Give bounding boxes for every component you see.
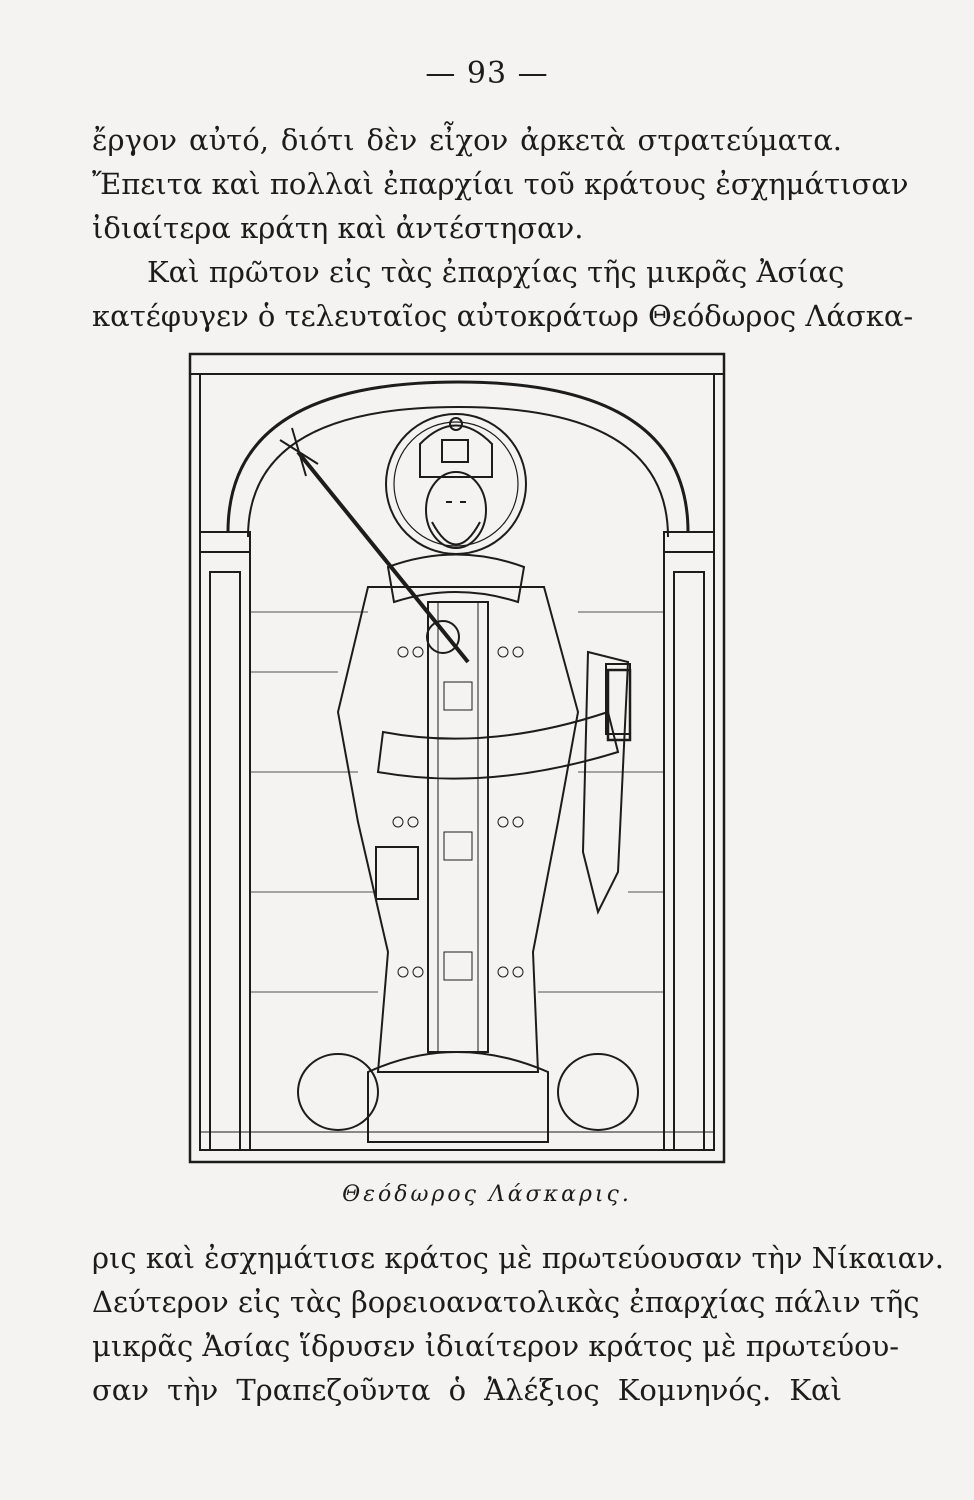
emperor-engraving <box>188 352 726 1164</box>
eagle-right <box>558 1054 638 1130</box>
paragraph-bottom <box>92 1236 945 1412</box>
text-line: ρις καὶ ἐσχημάτισε κράτος μὲ πρωτεύουσαν τὴν Νίκαιαν. <box>92 1241 945 1275</box>
sash <box>378 712 618 779</box>
column-right <box>664 532 714 1150</box>
text-line: κατέφυγεν ὁ τελευταῖος αὐτοκράτωρ Θεόδωρος Λάσκα- <box>92 299 914 333</box>
halo <box>386 414 526 554</box>
crown <box>420 426 492 478</box>
column-left <box>200 532 250 1150</box>
face <box>426 472 486 548</box>
text-line: ἰδιαίτερα κράτη καὶ ἀντέστησαν. <box>92 211 584 245</box>
collar <box>388 555 524 603</box>
text-line: ἔργον αὐτό, διότι δὲν εἶχον ἀρκετὰ στρατεύματα. <box>92 123 842 157</box>
text-line: Καὶ πρῶτον εἰς τὰς ἐπαρχίας τῆς μικρᾶς Ἀσίας <box>147 255 845 289</box>
text-line: Δεύτερον εἰς τὰς βορειοανατολικὰς ἐπαρχίας πάλιν τῆς <box>92 1285 920 1319</box>
text-line: σαν τὴν Τραπεζοῦντα ὁ Ἀλέξιος Κομνηνός. Καὶ <box>92 1373 842 1407</box>
paragraph-top <box>92 118 914 338</box>
page-number: — 93 — <box>425 56 549 91</box>
figure-caption: Θεόδωρος Λάσκαρις. <box>342 1182 632 1207</box>
engraving-frame <box>190 354 724 1162</box>
text-line: μικρᾶς Ἀσίας ἵδρυσεν ἰδιαίτερον κράτος μὲ πρωτεύου- <box>92 1329 900 1363</box>
eagle-left <box>298 1054 378 1130</box>
text-line: Ἔπειτα καὶ πολλαὶ ἐπαρχίαι τοῦ κράτους ἐσχημάτισαν <box>92 167 909 201</box>
robe <box>338 587 578 1072</box>
sceptre <box>298 452 468 662</box>
arch-outer <box>228 382 688 532</box>
